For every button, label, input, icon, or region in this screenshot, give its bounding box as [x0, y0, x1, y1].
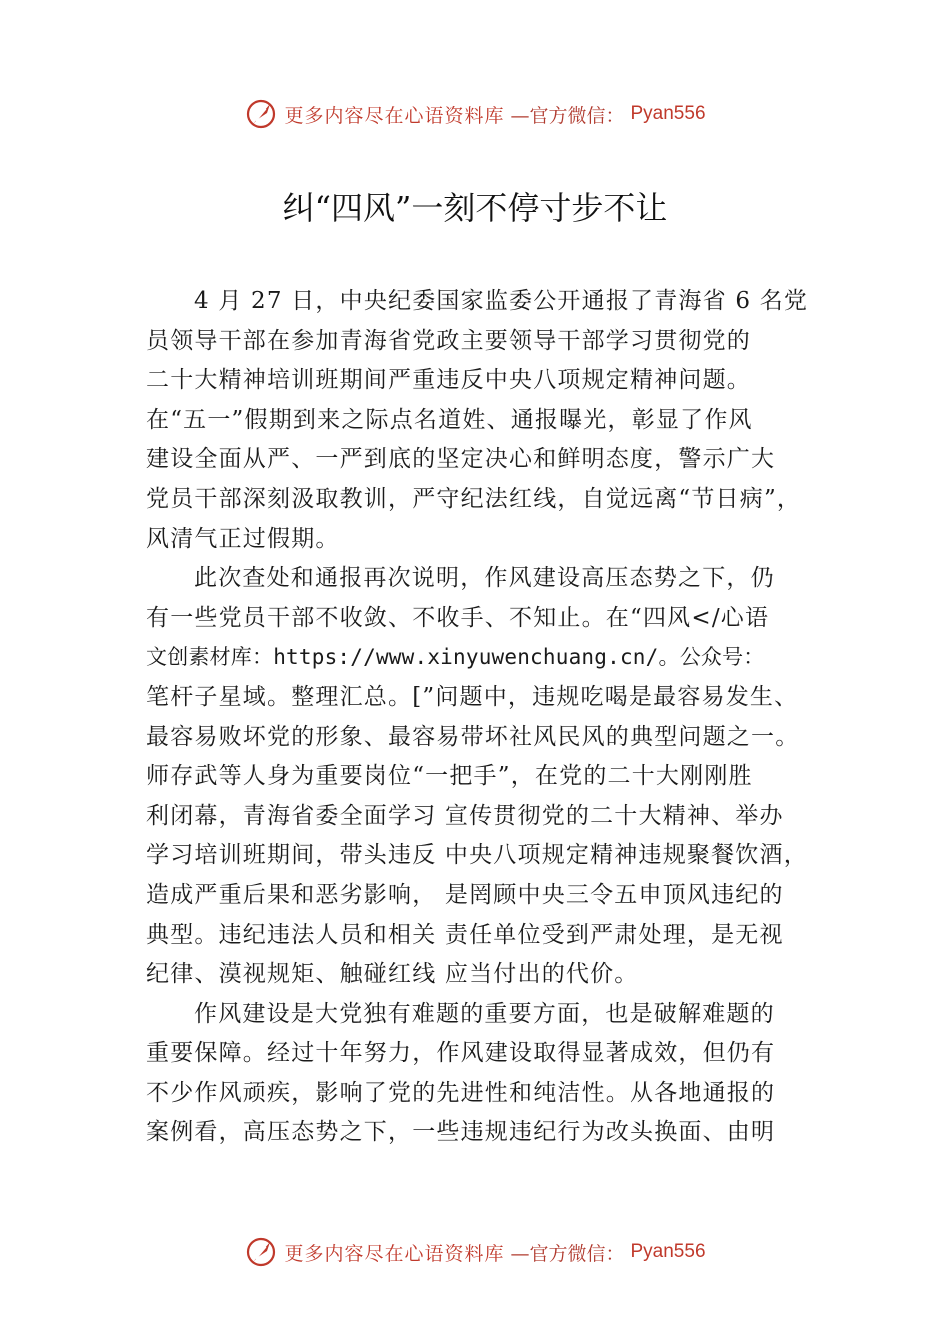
- paragraph-line: 最容易败坏党的形象、最容易带坏社风民风的典型问题之一。: [146, 723, 800, 750]
- paragraph-line: 员领导干部在参加青海省党政主要领导干部学习贯彻党的: [146, 327, 751, 354]
- paragraph-line: 此次查处和通报再次说明，作风建设高压态势之下，仍: [194, 565, 775, 592]
- paragraph-line: 利闭幕，青海省委全面学习 宣传贯彻党的二十大精神、举办: [146, 802, 784, 829]
- paragraph-line: 师存武等人身为重要岗位“一把手”，在党的二十大刚刚胜: [146, 763, 753, 790]
- paragraph-line: 在“五一”假期到来之际点名道姓、通报曝光，彰显了作风: [146, 406, 753, 433]
- paragraph-line: 二十大精神培训班期间严重违反中央八项规定精神问题。: [146, 367, 751, 394]
- header-banner: [0, 94, 950, 134]
- paragraph-line: 文创素材库：https://www.xinyuwenchuang.cn/。公众号：: [146, 645, 765, 670]
- paragraph-line: 纪律、漠视规矩、触碰红线 应当付出的代价。: [146, 961, 639, 988]
- paragraph-line: 不少作风顽疾，影响了党的先进性和纯洁性。从各地通报的: [146, 1079, 776, 1106]
- paragraph-line: 典型。违纪违法人员和相关 责任单位受到严肃处理，是无视: [146, 921, 784, 948]
- paragraph-line: 学习培训班期间，带头违反 中央八项规定精神违规聚餐饮酒，: [146, 842, 808, 869]
- header-banner-separator: —官方微信：: [510, 104, 625, 127]
- paragraph-line: 造成严重后果和恶劣影响， 是罔顾中央三令五申顶风违纪的: [146, 881, 784, 908]
- footer-banner-text: 更多内容尽在心语资料库: [284, 1242, 505, 1265]
- footer-wechat-id: Pyan556: [630, 1241, 706, 1262]
- quill-pen-icon: [244, 1235, 278, 1269]
- header-banner-text: 更多内容尽在心语资料库: [284, 104, 505, 127]
- paragraph-line: 作风建设是大党独有难题的重要方面，也是破解难题的: [194, 1000, 775, 1027]
- paragraph-line: 有一些党员干部不收敛、不收手、不知止。在“四风</心语: [146, 604, 770, 631]
- document-body: [146, 282, 826, 1153]
- paragraph-line: 案例看，高压态势之下，一些违规违纪行为改头换面、由明: [146, 1119, 776, 1146]
- paragraph-line: 建设全面从严、一严到底的坚定决心和鲜明态度，警示广大: [146, 446, 776, 473]
- paragraph-line: 风清气正过假期。: [146, 525, 340, 552]
- header-wechat-id: Pyan556: [630, 103, 706, 124]
- footer-banner-separator: —官方微信：: [510, 1242, 625, 1265]
- footer-banner: [0, 1232, 950, 1272]
- paragraph-line: 笔杆子星域。整理汇总。[”问题中，违规吃喝是最容易发生、: [146, 683, 799, 710]
- paragraph-line: 党员干部深刻汲取教训，严守纪法红线，自觉远离“节日病”，: [146, 485, 802, 512]
- document-title: 纠“四风”一刻不停寸步不让: [282, 189, 668, 227]
- quill-pen-icon: [244, 97, 278, 131]
- paragraph-line: 4 月 27 日，中央纪委国家监委公开通报了青海省 6 名党: [194, 288, 809, 314]
- paragraph-line: 重要保障。经过十年努力，作风建设取得显著成效，但仍有: [146, 1040, 776, 1067]
